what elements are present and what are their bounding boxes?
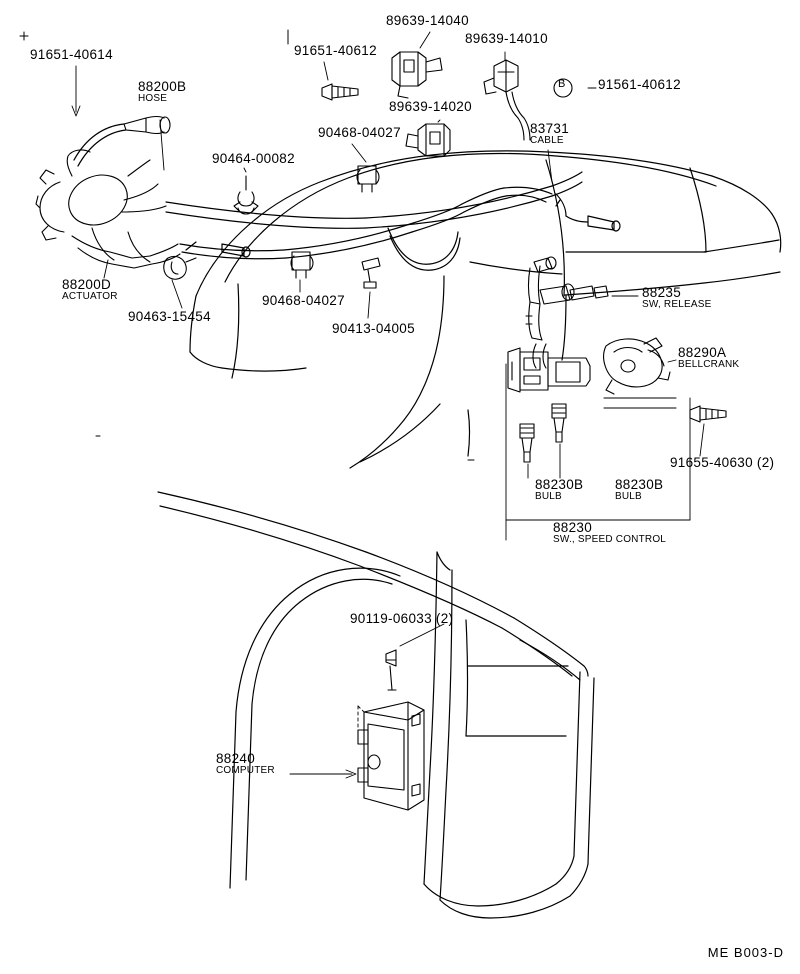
label-91651-40612: 91651-40612 bbox=[294, 43, 377, 58]
label-91561-40612: 91561-40612 bbox=[598, 77, 681, 92]
bellcrank bbox=[604, 338, 670, 394]
label-91655-40630: 91655-40630 (2) bbox=[670, 455, 775, 470]
actuator-assembly bbox=[36, 117, 180, 269]
speed-control-switch bbox=[508, 348, 676, 462]
label-91651-40614: 91651-40614 bbox=[30, 47, 113, 62]
control-cable bbox=[166, 172, 620, 270]
release-switch bbox=[526, 257, 608, 368]
label-89639-14010: 89639-14010 bbox=[465, 31, 548, 46]
leader-lines bbox=[72, 32, 704, 778]
computer-module bbox=[358, 702, 424, 810]
label-88200B-hose: 88200B HOSE bbox=[138, 79, 187, 105]
label-90119-06033: 90119-06033 (2) bbox=[350, 611, 454, 626]
label-90413-04005: 90413-04005 bbox=[332, 321, 415, 336]
sheet-code: ME B003-D bbox=[707, 945, 784, 960]
label-83731-cable: 83731 CABLE bbox=[530, 121, 570, 147]
label-90468-04027-lower: 90468-04027 bbox=[262, 293, 345, 308]
label-88200D-actuator: 88200D ACTUATOR bbox=[62, 277, 118, 303]
label-88290A-bellcrank: 88290A BELLCRANK bbox=[678, 345, 740, 371]
callout-letter-b: B bbox=[558, 78, 566, 90]
label-88230-speed-control-switch: 88230 SW., SPEED CONTROL bbox=[553, 520, 667, 546]
vehicle-body-lower bbox=[158, 492, 594, 918]
label-90468-04027-upper: 90468-04027 bbox=[318, 125, 401, 140]
label-88230B-bulb-right: 88230B BULB bbox=[615, 477, 664, 503]
label-88240-computer: 88240 COMPUTER bbox=[216, 751, 275, 777]
label-88235-release-switch: 88235 SW, RELEASE bbox=[642, 285, 712, 311]
label-90463-15454: 90463-15454 bbox=[128, 309, 211, 324]
label-88230B-bulb-left: 88230B BULB bbox=[535, 477, 584, 503]
label-90464-00082: 90464-00082 bbox=[212, 151, 295, 166]
label-89639-14040: 89639-14040 bbox=[386, 13, 469, 28]
label-89639-14020: 89639-14020 bbox=[389, 99, 472, 114]
cable-clamps bbox=[164, 166, 380, 288]
